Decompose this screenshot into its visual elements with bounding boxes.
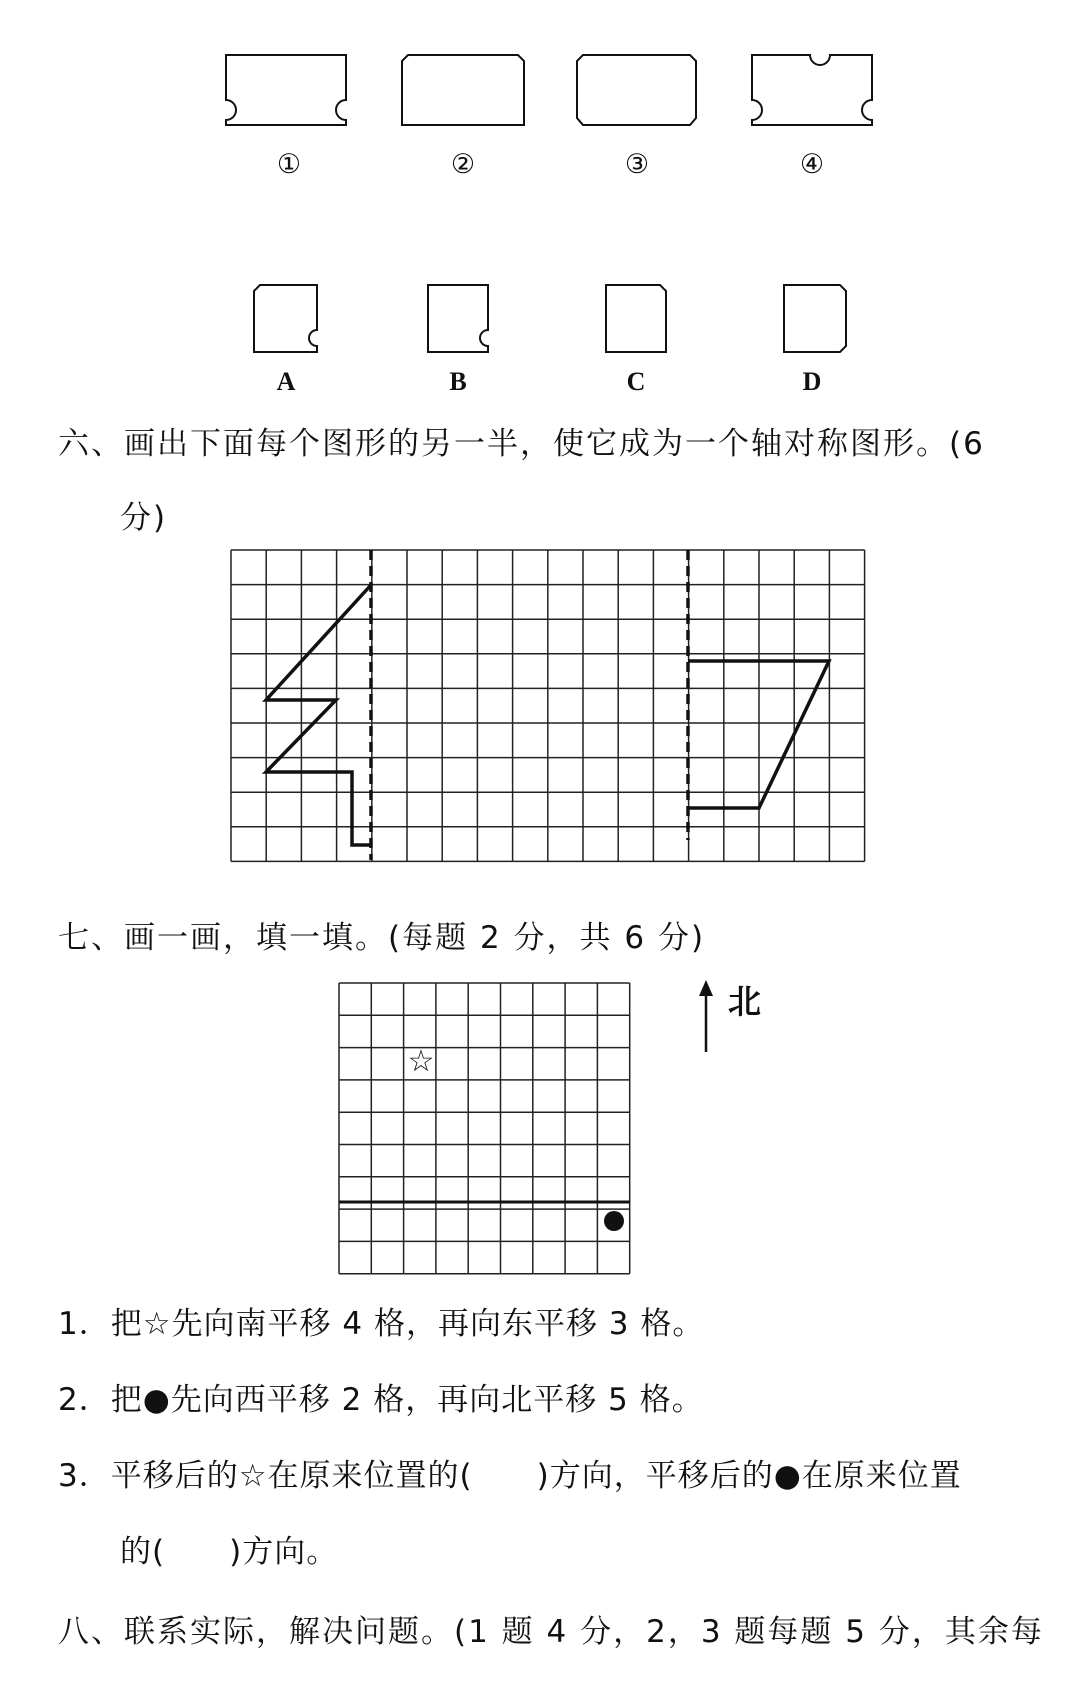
- item-1: 1．把☆先向南平移 4 格，再向东平移 3 格。: [58, 1306, 705, 1342]
- shape-2: [402, 55, 524, 125]
- option-label-d: D: [802, 367, 822, 396]
- option-label-c: C: [626, 367, 646, 396]
- option-label-a: A: [276, 367, 296, 396]
- option-d-shape: [784, 285, 846, 352]
- shape-label-4: ④: [799, 149, 825, 180]
- shape-3: [577, 55, 696, 125]
- half-figure-left: [266, 585, 371, 845]
- star-marker: ☆: [407, 1044, 435, 1079]
- option-c-shape: [606, 285, 666, 352]
- option-a-shape: [254, 285, 317, 352]
- north-label: 北: [728, 982, 761, 1021]
- shape-4: [752, 55, 872, 125]
- half-figure-right: [688, 661, 829, 808]
- item-3: 3．平移后的☆在原来位置的( )方向，平移后的●在原来位置: [58, 1458, 962, 1494]
- item-3-cont: 的( )方向。: [120, 1534, 339, 1570]
- item-2: 2．把●先向西平移 2 格，再向北平移 5 格。: [58, 1382, 704, 1418]
- shape-label-1: ①: [276, 149, 302, 180]
- dot-marker: [604, 1211, 624, 1231]
- section8-heading: 八、联系实际，解决问题。(1 题 4 分，2，3 题每题 5 分，其余每: [58, 1614, 1044, 1650]
- shape-label-2: ②: [450, 149, 476, 180]
- section7-heading: 七、画一画，填一填。(每题 2 分，共 6 分): [58, 920, 706, 956]
- option-b-shape: [428, 285, 488, 352]
- option-label-b: B: [449, 367, 467, 396]
- section6-heading: 六、画出下面每个图形的另一半，使它成为一个轴对称图形。(6: [58, 426, 985, 462]
- north-arrow-head: [699, 980, 713, 996]
- shape-1: [226, 55, 346, 125]
- shape-label-3: ③: [624, 149, 650, 180]
- section6-heading-cont: 分): [120, 500, 168, 536]
- folded-paper-shapes: [0, 0, 1080, 400]
